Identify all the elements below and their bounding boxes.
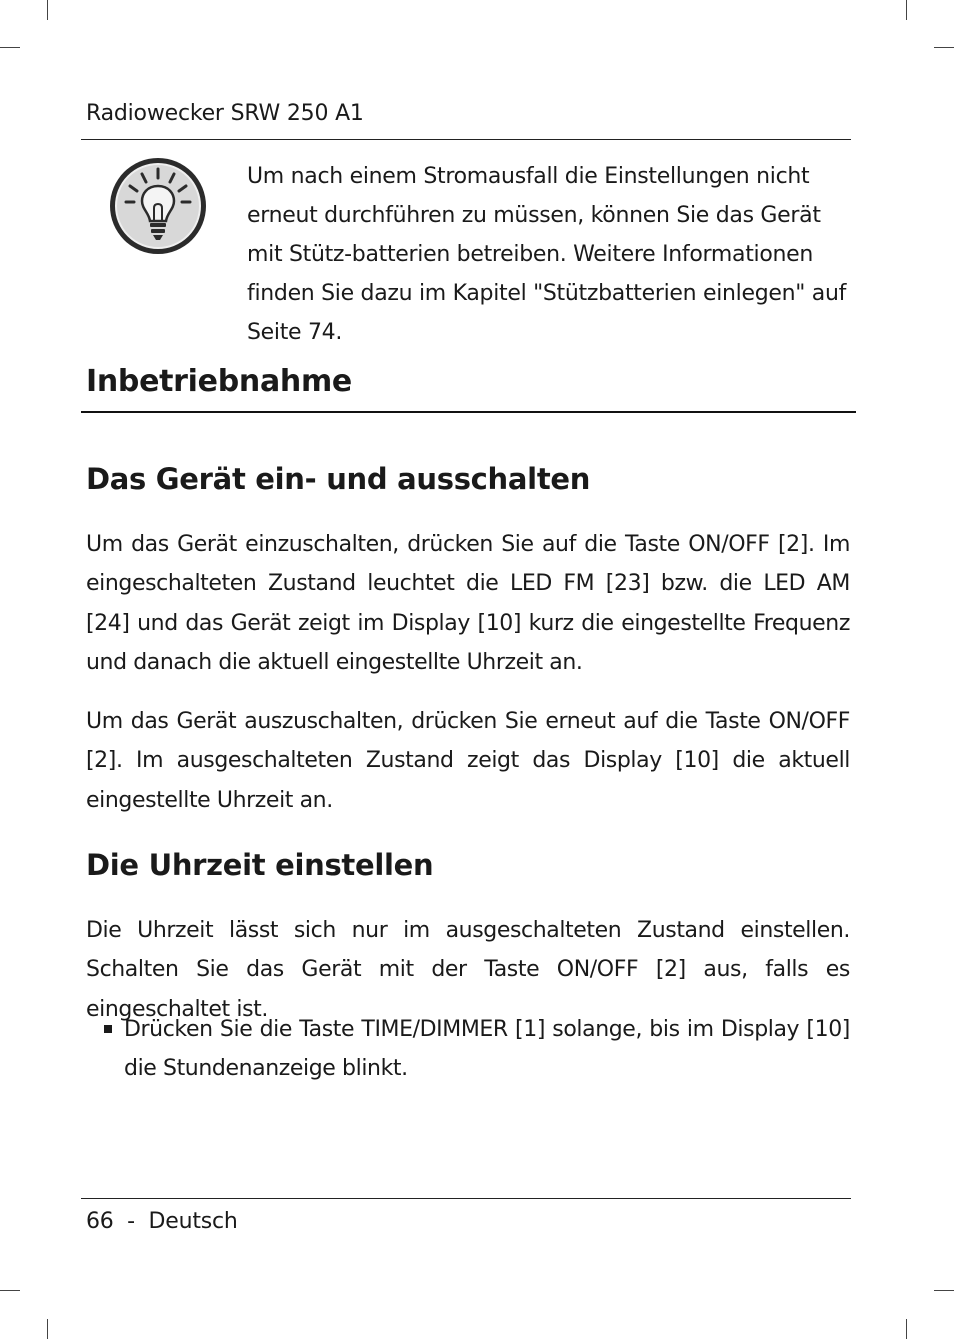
crop-mark-top-left (47, 0, 48, 20)
running-header: Radiowecker SRW 250 A1 (86, 101, 364, 126)
bullet-square-icon (104, 1025, 112, 1033)
footer-rule (81, 1198, 851, 1199)
section-rule (81, 411, 856, 413)
list-item-text: Drücken Sie die Taste TIME/DIMMER [1] solange, bis im Display [10] die Stundenanzeige blinkt. (124, 1017, 850, 1082)
crop-mark-bottom-left (47, 1319, 48, 1339)
lightbulb-icon (108, 156, 208, 256)
crop-mark-left-bottom (0, 1290, 20, 1291)
crop-mark-bottom-right (906, 1319, 907, 1339)
list-item (104, 1010, 850, 1089)
section-heading: Inbetriebnahme (86, 364, 352, 399)
crop-mark-right-top (934, 47, 954, 48)
paragraph-power-off: Um das Gerät auszuschalten, drücken Sie erneut auf die Taste ON/OFF [2]. Im ausgeschalteten Zustand zeigt das Display [10] die aktuell eingestellte Uhrzeit an. (86, 709, 850, 813)
subsection-heading-time: Die Uhrzeit einstellen (86, 848, 434, 882)
paragraph-time-setting: Die Uhrzeit lässt sich nur im ausgeschalteten Zustand einstellen. Schalten Sie das Gerät mit der Taste ON/OFF [2] aus, falls es eingeschaltet ist. (86, 918, 850, 1022)
crop-mark-top-right (906, 0, 907, 20)
crop-mark-right-bottom (934, 1290, 954, 1291)
tip-text: Um nach einem Stromausfall die Einstellungen nicht erneut durchführen zu müssen, können Sie das Gerät mit Stütz-batterien betreiben. Weitere Informationen finden Sie dazu im Kapitel "Stützbatterien einlegen" auf Seite 74. (247, 164, 847, 345)
subsection-heading-power: Das Gerät ein- und ausschalten (86, 462, 591, 496)
paragraph-power-on: Um das Gerät einzuschalten, drücken Sie auf die Taste ON/OFF [2]. Im eingeschalteten Zustand leuchtet die LED FM [23] bzw. die LED AM [24] und das Gerät zeigt im Display [10] kurz die eingestellte Frequenz und danach die aktuell eingestellte Uhrzeit an. (86, 532, 850, 675)
header-rule (81, 139, 851, 140)
page-footer: 66 - Deutsch (86, 1209, 238, 1234)
crop-mark-left-top (0, 47, 20, 48)
